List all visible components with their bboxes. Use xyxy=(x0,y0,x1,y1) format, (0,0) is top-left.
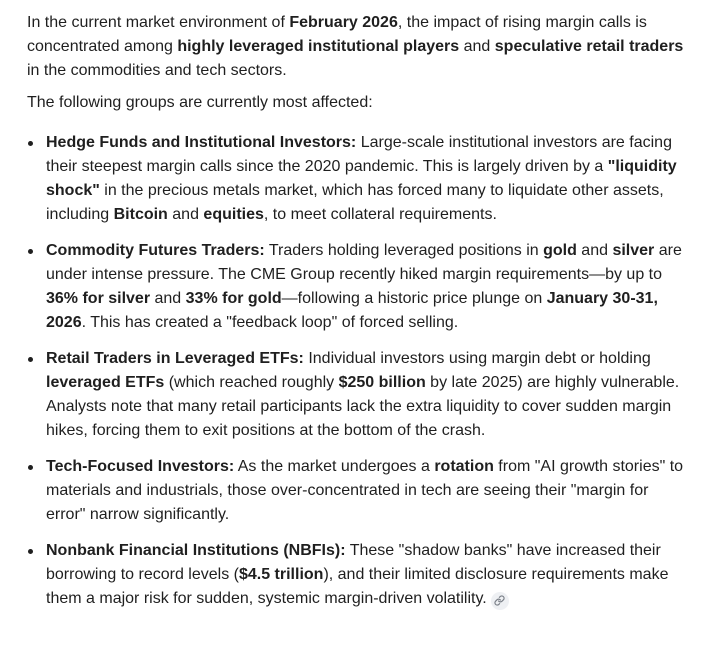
list-item-tech-investors: Tech-Focused Investors: As the market undergoes a rotation from "AI growth stories" to materials and industrials, those over-concentrated in tech are seeing their "margin for error" narrow significantly. xyxy=(27,455,687,527)
link-icon xyxy=(494,595,505,606)
citation-link-button[interactable] xyxy=(491,592,509,610)
list-item-hedge-funds: Hedge Funds and Institutional Investors: Large-scale institutional investors are facing their steepest margin calls since the 2020 pandemic. This is largely driven by a "liquidity shock" in the precious metals market, which has forced many to liquidate other assets, including Bitcoin and equities, to meet collateral requirements. xyxy=(27,131,687,227)
item-title: Retail Traders in Leveraged ETFs: xyxy=(46,350,304,367)
item-title: Hedge Funds and Institutional Investors: xyxy=(46,134,357,151)
response-text xyxy=(27,11,687,623)
lead-paragraph: The following groups are currently most affected: xyxy=(27,94,373,111)
affected-groups-list xyxy=(27,131,687,611)
item-title: Commodity Futures Traders: xyxy=(46,242,265,259)
list-item-retail-traders: Retail Traders in Leveraged ETFs: Individual investors using margin debt or holding leveraged ETFs (which reached roughly $250 billion by late 2025) are highly vulnerable. Analysts note that many retail participants lack the extra liquidity to cover sudden margin hikes, forcing them to exit positions at the bottom of the crash. xyxy=(27,347,687,443)
item-title: Nonbank Financial Institutions (NBFIs): xyxy=(46,542,346,559)
intro-paragraph: In the current market environment of February 2026, the impact of rising margin calls is concentrated among highly leveraged institutional players and speculative retail traders in the commodities and tech sectors. xyxy=(27,14,684,79)
intro-date: February 2026 xyxy=(289,14,398,31)
list-item-commodity-traders: Commodity Futures Traders: Traders holding leveraged positions in gold and silver are under intense pressure. The CME Group recently hiked margin requirements—by up to 36% for silver and 33% for gold—following a historic price plunge on January 30-31, 2026. This has created a "feedback loop" of forced selling. xyxy=(27,239,687,335)
item-title: Tech-Focused Investors: xyxy=(46,458,235,475)
list-item-nbfis: Nonbank Financial Institutions (NBFIs): These "shadow banks" have increased their borrowing to record levels ($4.5 trillion), and their limited disclosure requirements make them a major risk for sudden, systemic margin-driven volatility. xyxy=(27,539,687,611)
